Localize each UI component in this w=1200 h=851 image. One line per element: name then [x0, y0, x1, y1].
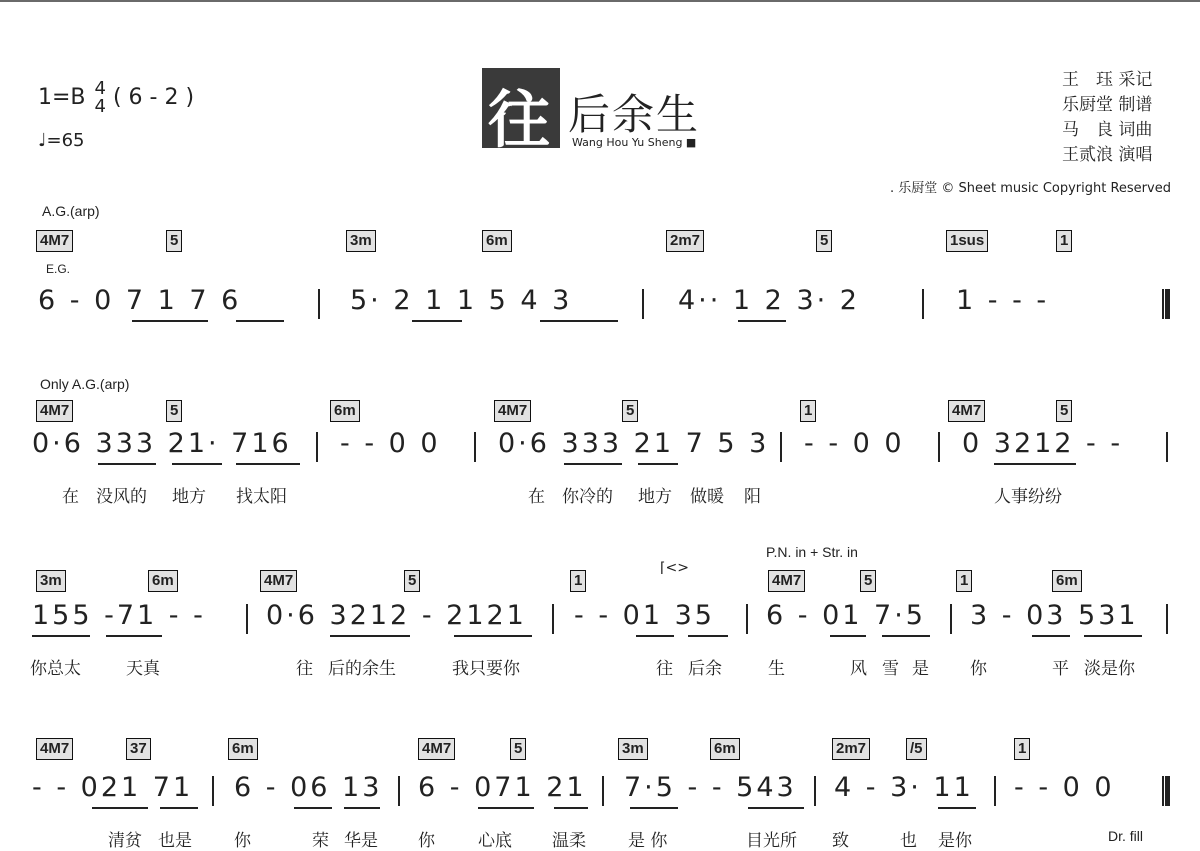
lyric: 生 — [768, 659, 785, 679]
chord-box: 6m — [710, 738, 740, 760]
barline — [316, 432, 318, 462]
time-denominator: 4 — [94, 96, 106, 117]
beam-line — [830, 635, 866, 637]
barline — [398, 776, 400, 806]
final-barline — [1162, 289, 1170, 319]
lyric: 后的余生 — [328, 659, 396, 679]
tempo-mark: ♩=65 — [38, 130, 85, 151]
lyric: 致 — [832, 831, 849, 851]
measure-notes: 155 -71 - - — [32, 600, 206, 631]
barline — [1166, 604, 1168, 634]
top-border — [0, 0, 1200, 2]
chord-box: 5 — [166, 230, 182, 252]
final-barline — [1162, 776, 1170, 806]
beam-line — [132, 320, 208, 322]
lyric: 平 — [1052, 659, 1069, 679]
measure-notes: - - 0 0 — [340, 428, 441, 459]
chord-box: 1 — [800, 400, 816, 422]
beam-line — [344, 807, 380, 809]
lyric: 往 — [296, 659, 313, 679]
measure-notes: - - 0 0 — [1014, 772, 1115, 803]
lyric: 荣 — [312, 831, 329, 851]
chord-box: 4M7 — [948, 400, 985, 422]
measure-notes: 5· 2 1 1 5 4 3 — [350, 285, 573, 316]
section-label: A.G.(arp) — [42, 203, 100, 219]
beam-line — [636, 635, 674, 637]
lyric: 我只要你 — [452, 659, 520, 679]
beam-line — [478, 807, 534, 809]
barline — [212, 776, 214, 806]
chord-box: 4M7 — [260, 570, 297, 592]
measure-notes: 0·6 3212 - 2121 — [266, 600, 527, 631]
lyric: 地方 — [638, 487, 672, 507]
beam-line — [994, 463, 1076, 465]
chord-box: 6m — [330, 400, 360, 422]
barline — [474, 432, 476, 462]
beam-line — [554, 807, 588, 809]
lyric: 风 — [850, 659, 867, 679]
chord-box: 3m — [36, 570, 66, 592]
measure-notes: 4·· 1 2 3· 2 — [678, 285, 860, 316]
chord-box: 1 — [1056, 230, 1072, 252]
beam-line — [1032, 635, 1070, 637]
measure-notes: 6 - 06 13 — [234, 772, 383, 803]
lyric: 你 — [418, 831, 435, 851]
credit-line: 马 良 词曲 — [1062, 120, 1153, 140]
intro-notes: ( 6 - 2 ) — [112, 85, 195, 110]
lyric: 地方 — [172, 487, 206, 507]
credits — [1062, 68, 1152, 168]
beam-line — [638, 463, 678, 465]
lyric: 华是 — [344, 831, 378, 851]
chord-box: 4M7 — [36, 738, 73, 760]
chord-box: 5 — [860, 570, 876, 592]
title — [482, 68, 722, 156]
measure-notes: 6 - 071 21 — [418, 772, 587, 803]
barline — [780, 432, 782, 462]
barline — [642, 289, 644, 319]
measure-notes: 3 - 03 531 — [970, 600, 1139, 631]
beam-line — [92, 807, 148, 809]
lyric: 心底 — [478, 831, 512, 851]
lyric: 是 你 — [628, 831, 668, 851]
lyric: 你 — [234, 831, 251, 851]
lyric: 是你 — [938, 831, 972, 851]
chord-box: 2m7 — [666, 230, 704, 252]
measure-notes: - - 0 0 — [804, 428, 905, 459]
lyric: 往 — [656, 659, 673, 679]
chord-box: 2m7 — [832, 738, 870, 760]
beam-line — [1084, 635, 1142, 637]
chord-box: 1 — [956, 570, 972, 592]
beam-line — [236, 320, 284, 322]
title-text: 后余生 — [568, 90, 701, 139]
chord-box: 4M7 — [36, 400, 73, 422]
measure-notes: 7·5 - - 543 — [624, 772, 797, 803]
lyric: 天真 — [126, 659, 160, 679]
chord-box: /5 — [906, 738, 927, 760]
lyric: 后余 — [688, 659, 722, 679]
lyric: 没风的 — [96, 487, 147, 507]
chord-box: 1sus — [946, 230, 988, 252]
chord-box: 5 — [166, 400, 182, 422]
lyric: 人事纷纷 — [994, 487, 1062, 507]
chord-box: 5 — [404, 570, 420, 592]
title-logo — [482, 68, 560, 156]
barline — [1166, 432, 1168, 462]
chord-box: 5 — [816, 230, 832, 252]
logo-char: 往 — [488, 83, 551, 156]
measure-notes: 1 - - - — [956, 285, 1050, 316]
credit-line: 王 珏 采记 — [1062, 70, 1153, 90]
beam-line — [882, 635, 930, 637]
measure-notes: 6 - 01 7·5 — [766, 600, 926, 631]
barline — [814, 776, 816, 806]
credit-line: 王贰浪 演唱 — [1062, 145, 1153, 165]
barline — [922, 289, 924, 319]
chord-box: 5 — [510, 738, 526, 760]
lyric: 清贫 — [108, 831, 142, 851]
measure-notes: - - 01 35 — [574, 600, 715, 631]
barline — [602, 776, 604, 806]
beam-line — [160, 807, 198, 809]
barline — [938, 432, 940, 462]
lyric: 找太阳 — [236, 487, 287, 507]
beam-line — [172, 463, 222, 465]
barline — [950, 604, 952, 634]
beam-line — [540, 320, 618, 322]
lyric: 淡是你 — [1084, 659, 1135, 679]
lyric: 雪 — [882, 659, 899, 679]
beam-line — [630, 807, 678, 809]
beam-line — [236, 463, 300, 465]
chord-box: 5 — [622, 400, 638, 422]
beam-line — [294, 807, 332, 809]
lyric: 你 — [970, 659, 987, 679]
segno-marker: ⌈<> — [660, 560, 689, 576]
measure-notes: 6 - 0 7 1 7 6 — [38, 285, 242, 316]
section-sublabel: E.G. — [46, 262, 71, 276]
beam-line — [738, 320, 786, 322]
beam-line — [938, 807, 976, 809]
chord-box: 3m — [346, 230, 376, 252]
measure-notes: 4 - 3· 11 — [834, 772, 974, 803]
chord-box: 4M7 — [768, 570, 805, 592]
chord-box: 1 — [1014, 738, 1030, 760]
chord-box: 6m — [1052, 570, 1082, 592]
beam-line — [688, 635, 728, 637]
barline — [318, 289, 320, 319]
measure-notes: 0 3212 - - — [962, 428, 1124, 459]
chord-box: 6m — [482, 230, 512, 252]
chord-box: 37 — [126, 738, 151, 760]
lyric: 在 — [528, 487, 545, 507]
chord-box: 1 — [570, 570, 586, 592]
title-pinyin: Wang Hou Yu Sheng ■ — [572, 136, 697, 149]
lyric: 也 — [900, 831, 917, 851]
lyric: 也是 — [158, 831, 192, 851]
barline — [552, 604, 554, 634]
beam-line — [330, 635, 410, 637]
lyric: 你冷的 — [562, 487, 613, 507]
beam-line — [564, 463, 622, 465]
end-label: Dr. fill — [1108, 828, 1143, 844]
lyric: 目光所 — [746, 831, 797, 851]
lyric: 在 — [62, 487, 79, 507]
measure-notes: - - 021 71 — [32, 772, 194, 803]
section-label: P.N. in + Str. in — [766, 544, 858, 560]
chord-box: 3m — [618, 738, 648, 760]
beam-line — [106, 635, 162, 637]
barline — [246, 604, 248, 634]
barline — [994, 776, 996, 806]
lyric: 是 — [912, 659, 929, 679]
key-signature: 1=B 4 4 ( 6 - 2 ) — [38, 78, 195, 117]
credit-line: 乐厨堂 制谱 — [1062, 95, 1153, 115]
chord-box: 4M7 — [36, 230, 73, 252]
chord-box: 6m — [228, 738, 258, 760]
beam-line — [32, 635, 90, 637]
lyric: 阳 — [744, 487, 761, 507]
copyright: . 乐厨堂 © Sheet music Copyright Reserved — [890, 181, 1171, 196]
chord-box: 4M7 — [418, 738, 455, 760]
chord-box: 4M7 — [494, 400, 531, 422]
lyric: 做暖 — [690, 487, 724, 507]
beam-line — [98, 463, 156, 465]
chord-box: 6m — [148, 570, 178, 592]
measure-notes: 0·6 333 21· 716 — [32, 428, 292, 459]
measure-notes: 0·6 333 21 7 5 3 — [498, 428, 770, 459]
beam-line — [454, 635, 532, 637]
beam-line — [412, 320, 462, 322]
time-numerator: 4 — [94, 78, 106, 99]
chord-box: 5 — [1056, 400, 1072, 422]
lyric: 你总太 — [30, 659, 81, 679]
section-label: Only A.G.(arp) — [40, 376, 130, 392]
barline — [746, 604, 748, 634]
beam-line — [748, 807, 804, 809]
lyric: 温柔 — [552, 831, 586, 851]
